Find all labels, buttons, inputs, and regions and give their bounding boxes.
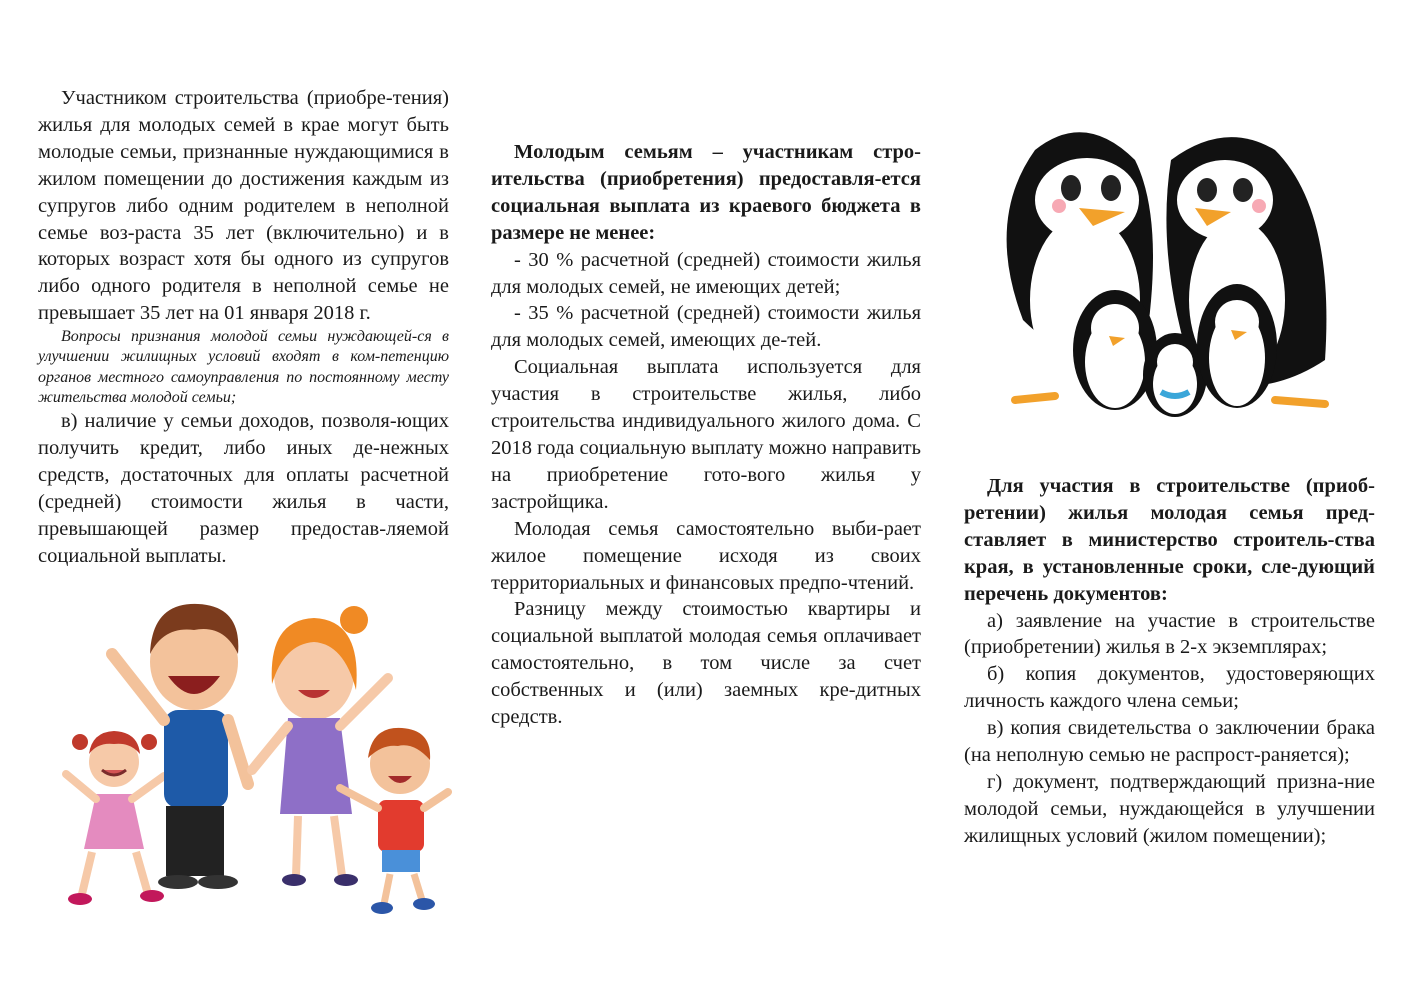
payment-heading: Молодым семьям – участникам стро-ительства (приобретения) предоставля-ется социальная выплата из краевого бюджета в размере не менее: xyxy=(491,141,921,244)
penguin-family-illustration xyxy=(975,100,1367,430)
bullet-no-children: - 30 % расчетной (средней) стоимости жилья для молодых семей, не имеющих детей; xyxy=(491,248,921,298)
column-right xyxy=(964,473,1375,850)
bullet-with-children: - 35 % расчетной (средней) стоимости жилья для молодых семей, имеющих де-тей. xyxy=(491,302,921,352)
document-item-b: б) копия документов, удостоверяющих личность каждого члена семьи; xyxy=(964,663,1375,713)
mother-figure xyxy=(252,606,388,886)
boy-figure xyxy=(340,728,448,914)
document-item-a: а) заявление на участие в строительстве (приобретении) жилья в 2-х экземплярах; xyxy=(964,609,1375,659)
column-middle xyxy=(491,139,921,731)
eligibility-paragraph: Участником строительства (приобре-тения) жилья для молодых семей в крае могут быть молодые семьи, признанные нуждающимися в жилом помещении до достижения каждым из супругов либо одним родителем в неполной семье воз-раста 35 лет (включительно) и в которых возраст хотя бы одного из супругов либо одного родителя в неполной семье не превышает 35 лет на 01 января 2018 г. xyxy=(38,87,449,325)
italic-note: Вопросы признания молодой семьи нуждающей-ся в улучшении жилищных условий входят в ком-петенцию органов местного самоуправления по постоянному месту жительства молодой семьи; xyxy=(38,328,449,406)
payment-usage-paragraph: Социальная выплата используется для участия в строительстве жилья, либо строительства индивидуального жилого дома. С 2018 года социальную выплату можно направить на приобретение гото-вого жилья у застройщика. xyxy=(491,356,921,513)
girl-figure xyxy=(66,731,164,905)
income-requirement-paragraph: в) наличие у семьи доходов, позволя-ющих получить кредит, либо иных де-нежных средств, достаточных для оплаты расчетной (средней) стоимости жилья в части, превышающей размер предостав-ляемой социальной выплаты. xyxy=(38,409,449,567)
column-left xyxy=(38,85,449,569)
housing-choice-paragraph: Молодая семья самостоятельно выби-рает жилое помещение исходя из своих территориальных и финансовых предпо-чтений. xyxy=(491,517,921,594)
family-illustration xyxy=(52,594,460,920)
penguin-child-left xyxy=(1073,290,1157,410)
document-item-v: в) копия свидетельства о заключении брака (на неполную семью не распрост-раняется); xyxy=(964,717,1375,767)
difference-payment-paragraph: Разницу между стоимостью квартиры и социальной выплатой молодая семья оплачивает самостоятельно, в том числе за счет собственных и (или) заемных кре-дитных средств. xyxy=(491,598,921,729)
document-item-g: г) документ, подтверждающий призна-ние молодой семьи, нуждающейся в улучшении жилищных условий (жилом помещении); xyxy=(964,770,1375,847)
documents-heading: Для участия в строительстве (приоб-ретении) жилья молодая семья пред-ставляет в министерство строитель-ства края, в установленные сроки, сле-дующий перечень документов: xyxy=(964,475,1375,605)
penguin-child-right xyxy=(1197,284,1277,408)
